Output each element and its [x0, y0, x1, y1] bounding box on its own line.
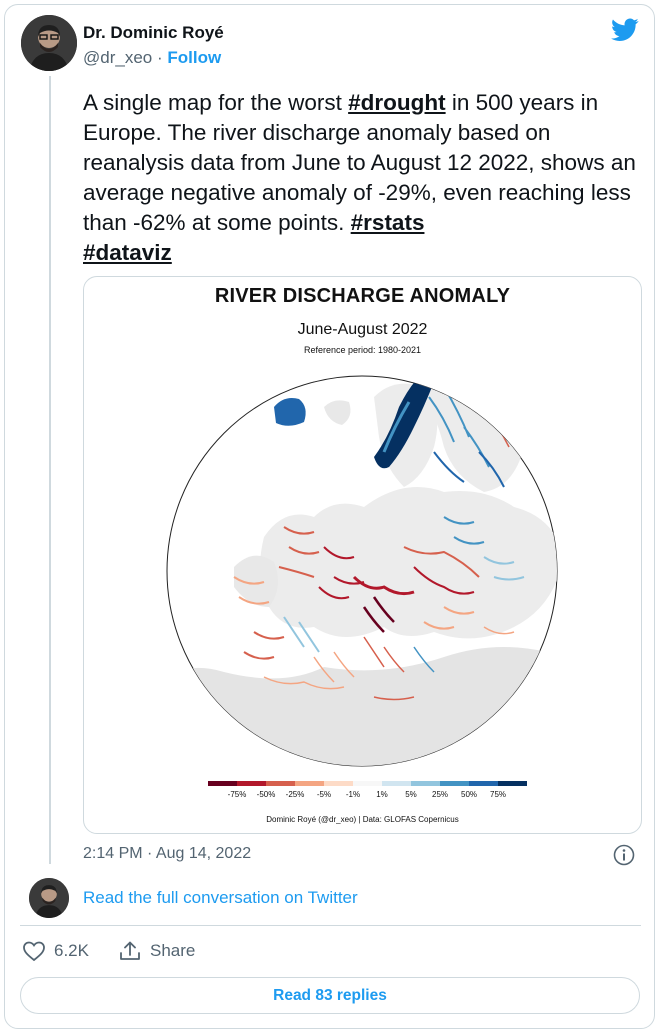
legend-swatch — [295, 781, 324, 786]
legend-label: -5% — [316, 790, 332, 799]
map-subtitle: June-August 2022 — [297, 321, 428, 338]
hashtag-dataviz[interactable]: #dataviz — [83, 240, 172, 265]
tweet-text — [83, 88, 643, 268]
legend-swatch — [237, 781, 266, 786]
legend-swatch — [382, 781, 411, 786]
hashtag-rstats[interactable]: #rstats — [350, 210, 425, 235]
map-legend-labels — [208, 790, 528, 802]
reply-avatar[interactable] — [29, 878, 69, 918]
map-credit: Dominic Royé (@dr_xeo) | Data: GLOFAS Copernicus — [266, 815, 459, 824]
legend-label: -1% — [345, 790, 361, 799]
map-legend-colorbar — [208, 781, 527, 786]
legend-label: 75% — [489, 790, 507, 799]
handle-separator: · — [152, 48, 168, 67]
share-button[interactable] — [118, 940, 195, 962]
hashtag-drought[interactable]: #drought — [348, 90, 446, 115]
legend-swatch — [324, 781, 353, 786]
share-label: Share — [150, 941, 196, 960]
share-icon — [118, 940, 142, 962]
actions-divider — [20, 925, 641, 926]
map-reference-period: Reference period: 1980-2021 — [303, 345, 422, 355]
read-conversation-link[interactable]: Read the full conversation on Twitter — [83, 888, 358, 907]
heart-icon — [22, 940, 46, 962]
legend-swatch — [498, 781, 527, 786]
tweet-text-part: A single map for the worst — [83, 90, 349, 115]
map-image[interactable] — [83, 276, 642, 834]
follow-button[interactable]: Follow — [167, 48, 222, 67]
read-replies-button[interactable]: Read 83 replies — [20, 977, 640, 1014]
legend-swatch — [208, 781, 237, 786]
tweet-text-part: in 500 years in Europe. The river discharge anomaly based on reanalysis data from June to August 12 2022, shows an average negative anomaly of -29%, even reaching less than -62% at some points. — [83, 90, 636, 235]
legend-swatch — [440, 781, 469, 786]
map-title: RIVER DISCHARGE ANOMALY — [214, 285, 511, 307]
europe-map-graphic — [84, 277, 641, 833]
legend-swatch — [266, 781, 295, 786]
legend-label: 25% — [431, 790, 449, 799]
tweet-timestamp[interactable]: 2:14 PM · Aug 14, 2022 — [83, 845, 252, 862]
info-icon[interactable] — [613, 844, 635, 871]
legend-swatch — [353, 781, 382, 786]
author-avatar[interactable] — [21, 15, 77, 71]
thread-line — [49, 76, 51, 864]
legend-label: -75% — [227, 790, 247, 799]
author-name[interactable]: Dr. Dominic Royé — [83, 23, 224, 42]
legend-label: -25% — [285, 790, 305, 799]
legend-swatch — [469, 781, 498, 786]
author-handle-row — [83, 48, 221, 68]
author-handle[interactable]: @dr_xeo — [83, 48, 153, 67]
legend-swatch — [411, 781, 440, 786]
twitter-bird-icon[interactable] — [611, 18, 639, 47]
legend-label: 50% — [460, 790, 478, 799]
legend-label: 5% — [405, 790, 417, 799]
like-button[interactable] — [22, 940, 89, 962]
legend-label: 1% — [376, 790, 388, 799]
legend-label: -50% — [256, 790, 276, 799]
like-count: 6.2K — [54, 941, 89, 960]
